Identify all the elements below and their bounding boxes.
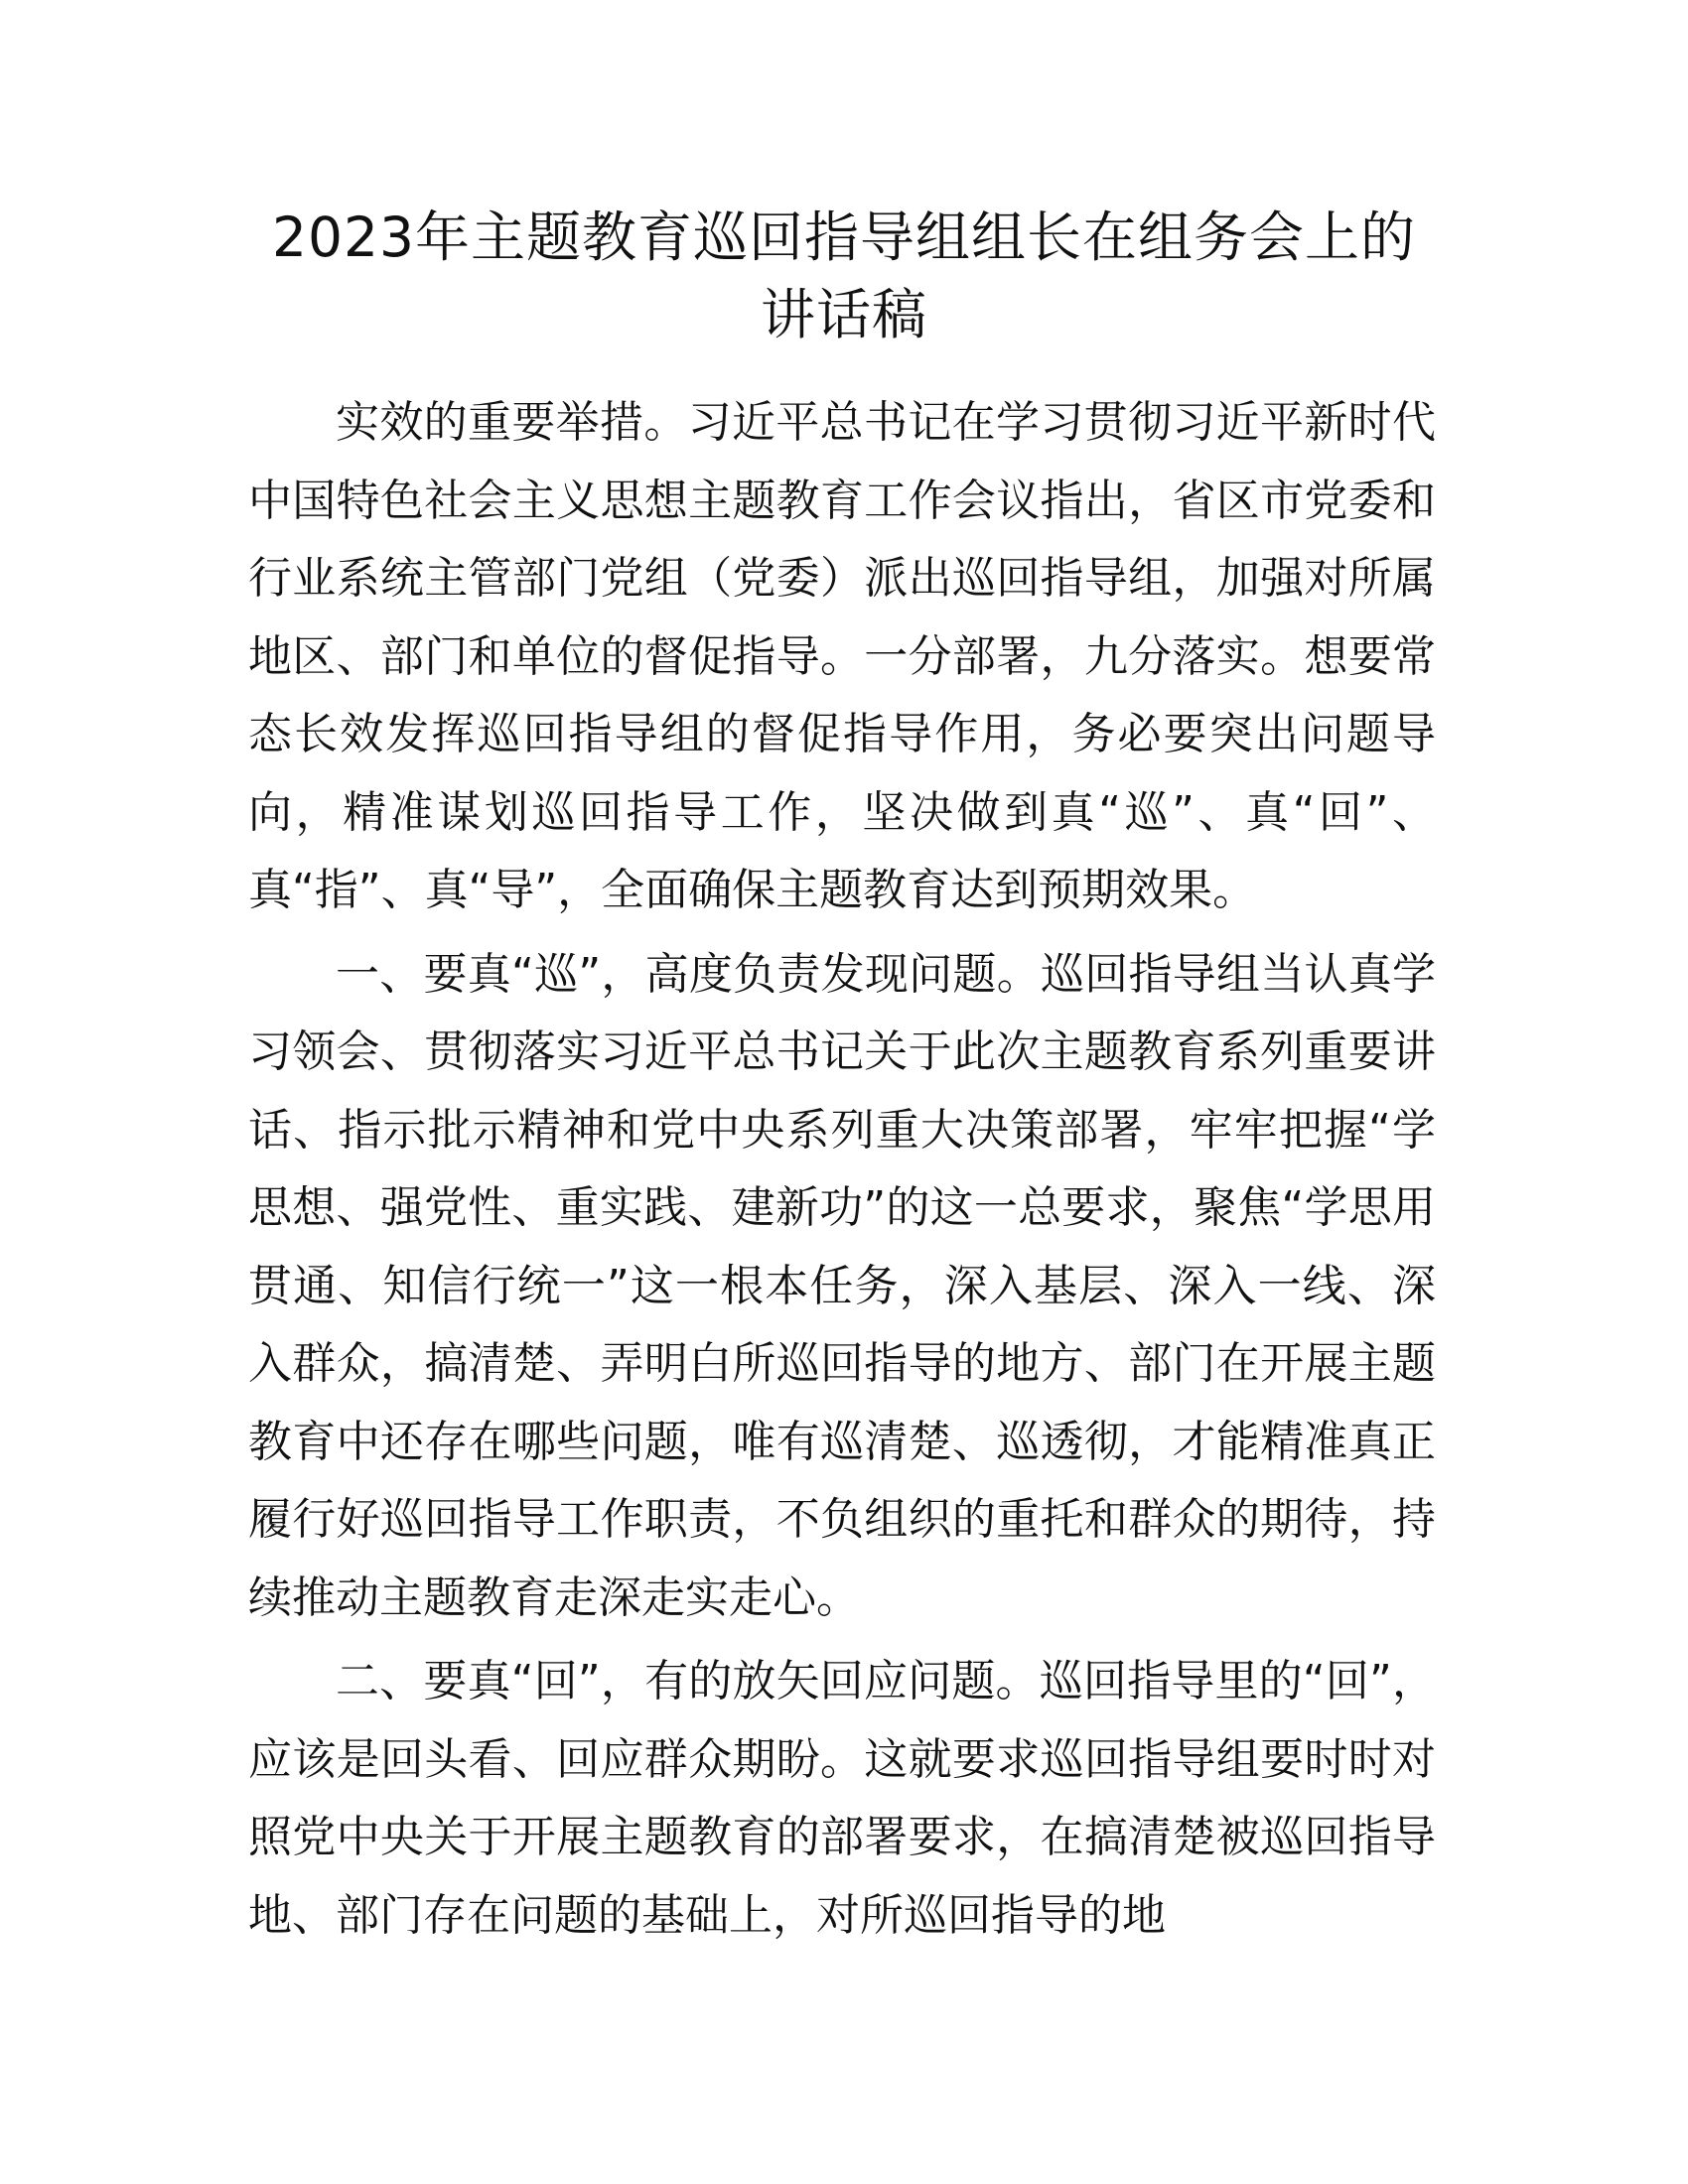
document-body (248, 384, 1436, 1961)
title-line-1: 2023年主题教育巡回指导组组长在组务会上的 (272, 205, 1416, 269)
document-title (199, 199, 1489, 353)
title-line-2: 讲话稿 (760, 283, 927, 346)
paragraph-intro: 实效的重要举措。习近平总书记在学习贯彻习近平新时代中国特色社会主义思想主题教育工作会议指出，省区市党委和行业系统主管部门党组（党委）派出巡回指导组，加强对所属地区、部门和单位的督促指导。一分部署，九分落实。想要常态长效发挥巡回指导组的督促指导作用，务必要突出问题导向，精准谋划巡回指导工作，坚决做到真“巡”、真“回”、真“指”、真“导”，全面确保主题教育达到预期效果。 (248, 397, 1436, 915)
paragraph-section-2: 二、要真“回”，有的放矢回应问题。巡回指导里的“回”，应该是回头看、回应群众期盼。这就要求巡回指导组要时时对照党中央关于开展主题教育的部署要求，在搞清楚被巡回指导地、部门存在问题的基础上，对所巡回指导的地 (248, 1656, 1436, 1941)
paragraph-section-1: 一、要真“巡”，高度负责发现问题。巡回指导组当认真学习领会、贯彻落实习近平总书记关于此次主题教育系列重要讲话、指示批示精神和党中央系列重大决策部署，牢牢把握“学思想、强党性、重实践、建新功”的这一总要求，聚焦“学思用贯通、知信行统一”这一根本任务，深入基层、深入一线、深入群众，搞清楚、弄明白所巡回指导的地方、部门在开展主题教育中还存在哪些问题，唯有巡清楚、巡透彻，才能精准真正履行好巡回指导工作职责，不负组织的重托和群众的期待，持续推动主题教育走深走实走心。 (248, 948, 1436, 1623)
